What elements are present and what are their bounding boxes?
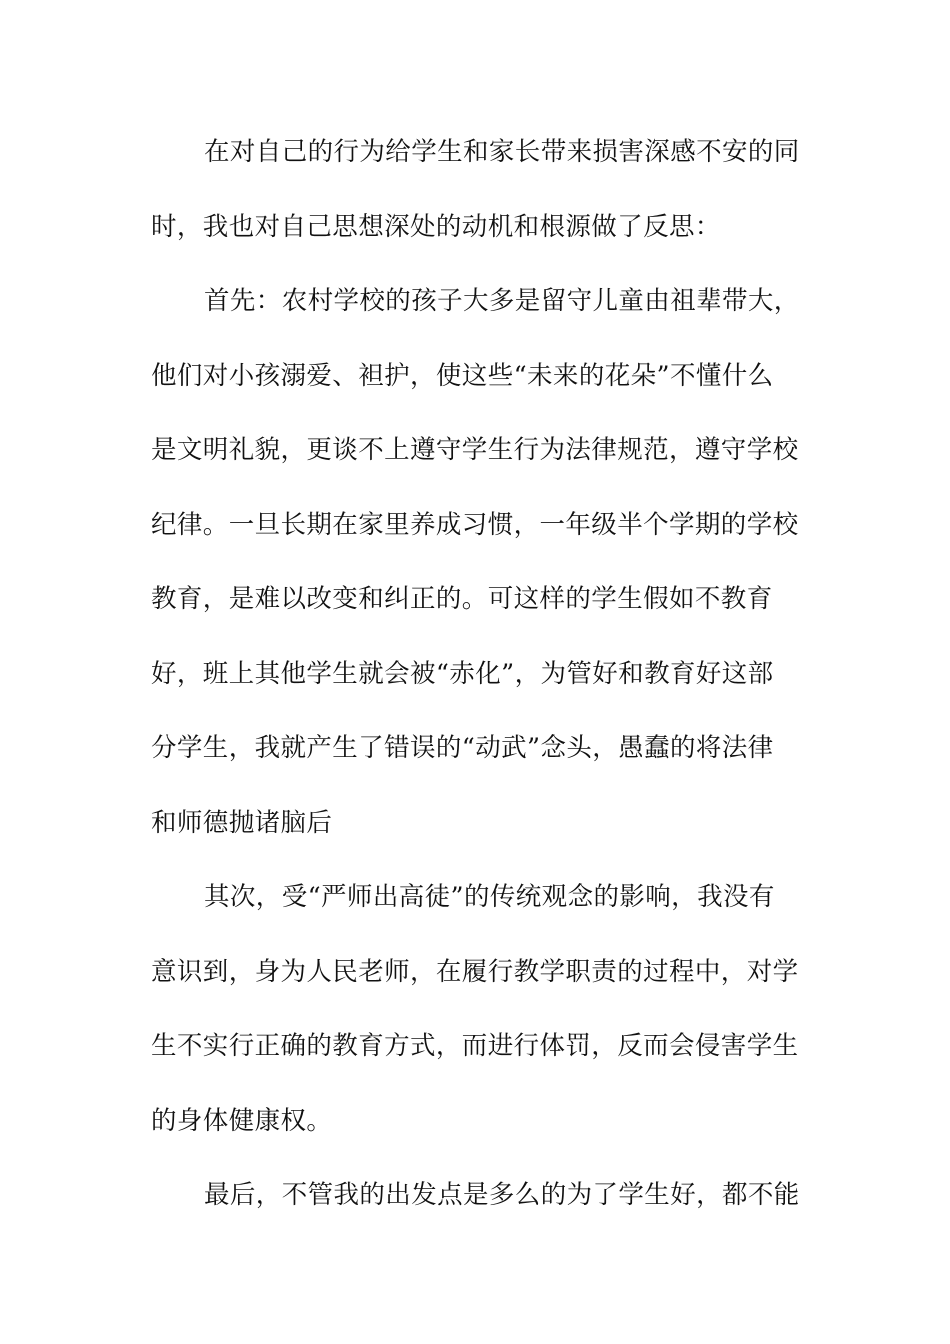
text-line: 时，我也对自己思想深处的动机和根源做了反思： <box>151 211 721 242</box>
text-line: 的身体健康权。 <box>151 1105 333 1136</box>
text-line: 在对自己的行为给学生和家长带来损害深感不安的同 <box>204 137 800 167</box>
text-line: 最后，不管我的出发点是多么的为了学生好，都不能 <box>204 1180 800 1210</box>
text-line: 好，班上其他学生就会被“赤化”，为管好和教育好这部 <box>151 658 774 689</box>
text-line: 首先：农村学校的孩子大多是留守儿童由祖辈带大， <box>204 286 800 316</box>
document-body <box>151 115 800 1233</box>
text-line: 和师德抛诸脑后 <box>151 807 333 838</box>
text-line: 教育，是难以改变和纠正的。可这样的学生假如不教育 <box>151 584 773 614</box>
text-line: 分学生，我就产生了错误的“动武”念头，愚蠢的将法律 <box>151 733 774 763</box>
text-line: 生不实行正确的教育方式，而进行体罚，反而会侵害学生 <box>151 1031 799 1061</box>
text-line: 纪律。一旦长期在家里养成习惯，一年级半个学期的学校 <box>151 509 799 540</box>
text-line: 意识到，身为人民老师，在履行教学职责的过程中，对学 <box>151 956 799 987</box>
text-line: 他们对小孩溺爱、袒护，使这些“未来的花朵”不懂什么 <box>151 360 774 391</box>
text-line: 其次，受“严师出高徒”的传统观念的影响，我没有 <box>204 882 775 912</box>
text-line: 是文明礼貌，更谈不上遵守学生行为法律规范，遵守学校 <box>151 435 799 465</box>
